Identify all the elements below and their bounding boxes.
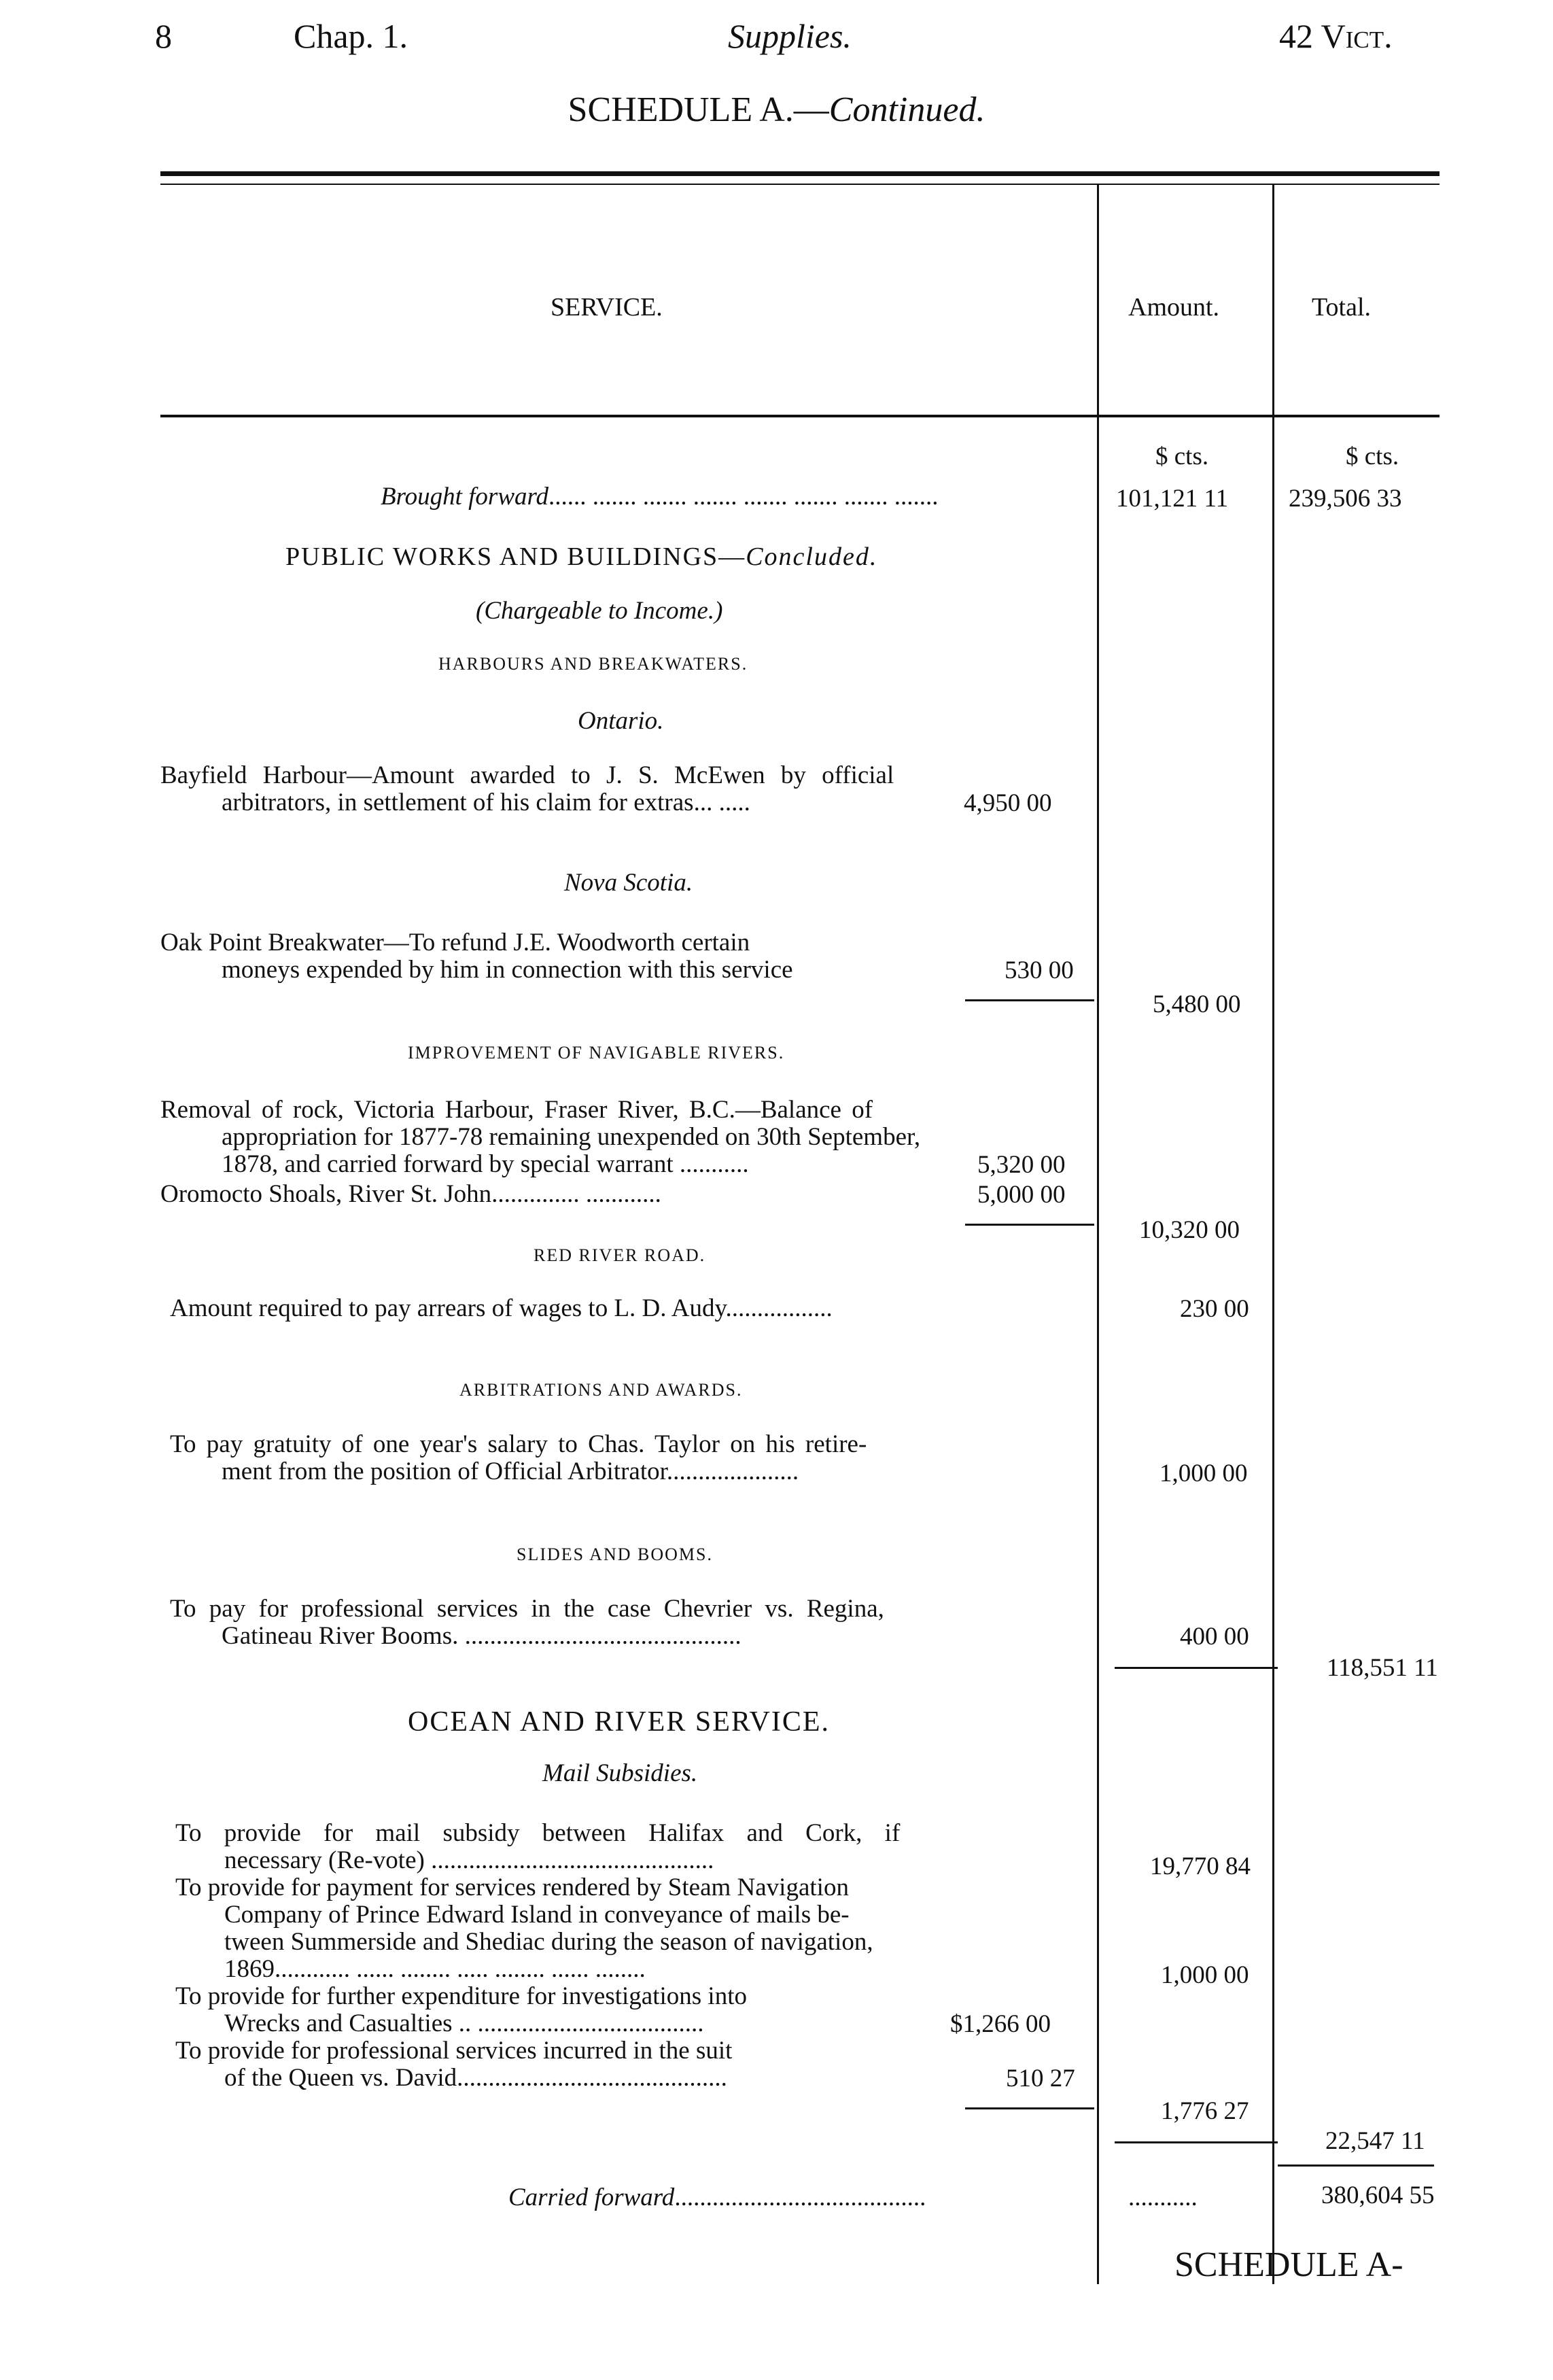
brought-forward-total: 239,506 33: [1289, 485, 1402, 513]
arbitrations-line-2: ment from the position of Official Arbitrator.....................: [222, 1458, 799, 1485]
ocean-total: 22,547 11: [1325, 2127, 1425, 2155]
ocean-line-2: necessary (Re-vote) .............................................: [224, 1846, 714, 1874]
regnal-year: 42 Vict.: [1279, 17, 1393, 55]
ocean-subtotal: 1,776 27: [1161, 2097, 1249, 2125]
ocean-line-2-amount: 19,770 84: [1150, 1852, 1251, 1880]
schedule-title-main: SCHEDULE A.—: [568, 90, 829, 129]
top-rule-thick: [160, 171, 1439, 176]
oak-point-amount: 530 00: [1005, 956, 1074, 984]
public-works-title: [285, 542, 877, 571]
rivers-heading: IMPROVEMENT OF NAVIGABLE RIVERS.: [408, 1043, 785, 1063]
rivers-line-4-amount: 5,000 00: [977, 1181, 1066, 1209]
rivers-line-4: Oromocto Shoals, River St. John.............. ............: [160, 1180, 661, 1208]
harbours-heading: HARBOURS AND BREAKWATERS.: [438, 654, 748, 674]
red-river-amount: 230 00: [1180, 1295, 1249, 1323]
column-divider-left: [1097, 185, 1099, 2284]
brought-forward-leaders: ...... ....... ....... ....... ....... ....... ....... .......: [548, 483, 939, 511]
oak-point-line-1: Oak Point Breakwater—To refund J.E. Woodworth certain: [160, 929, 750, 956]
bayfield-amount: 4,950 00: [964, 789, 1052, 817]
bayfield-line-1: Bayfield Harbour—Amount awarded to J. S. McEwen by official: [160, 761, 894, 789]
carried-forward-total: 380,604 55: [1321, 2181, 1435, 2209]
slides-line-1: To pay for professional services in the case Chevrier vs. Regina,: [170, 1595, 884, 1623]
total-units: $ cts.: [1346, 443, 1399, 470]
carried-forward-rule: [1278, 2165, 1434, 2167]
rivers-line-3-amount: 5,320 00: [977, 1151, 1066, 1179]
brought-forward-amount: 101,121 11: [1116, 485, 1229, 513]
harbours-subtotal-rule: [965, 999, 1094, 1001]
arbitrations-line-1: To pay gratuity of one year's salary to Chas. Taylor on his retire-: [170, 1430, 867, 1458]
carried-forward-row: [508, 2184, 926, 2212]
arbitrations-amount: 1,000 00: [1159, 1460, 1248, 1487]
harbours-subtotal: 5,480 00: [1153, 990, 1241, 1018]
ocean-line-1: To provide for mail subsidy between Halifax and Cork, if: [175, 1819, 901, 1847]
chargeable-subtitle: (Chargeable to Income.): [476, 597, 723, 625]
bayfield-line-2: arbitrators, in settlement of his claim for extras... .....: [222, 789, 750, 816]
rivers-subtotal-rule: [965, 1224, 1094, 1226]
rivers-line-3: 1878, and carried forward by special warrant ...........: [222, 1150, 749, 1178]
rivers-line-1: Removal of rock, Victoria Harbour, Fraser River, B.C.—Balance of: [160, 1096, 873, 1124]
public-works-title-main: PUBLIC WORKS AND BUILDINGS—: [285, 542, 746, 571]
arbitrations-heading: ARBITRATIONS AND AWARDS.: [459, 1380, 743, 1400]
schedule-title: [0, 90, 1553, 130]
ocean-title: OCEAN AND RIVER SERVICE.: [408, 1706, 830, 1738]
oak-point-line-2: moneys expended by him in connection with this service: [222, 956, 793, 984]
heading-rule: [160, 415, 1439, 417]
top-rule-thin: [160, 184, 1439, 185]
public-works-title-concluded: Concluded.: [746, 542, 878, 571]
carried-forward-label: Carried forward: [508, 2184, 675, 2211]
column-heading-amount: Amount.: [1128, 293, 1220, 322]
footer-catchword: SCHEDULE A-: [1174, 2245, 1403, 2284]
carried-forward-leaders: ........................................: [674, 2184, 926, 2211]
schedule-title-continued: Continued.: [828, 90, 985, 129]
ocean-total-rule: [1115, 2141, 1278, 2143]
chapter-label: Chap. 1.: [294, 17, 408, 55]
ocean-line-9: To provide for professional services incurred in the suit: [175, 2037, 733, 2065]
brought-forward-row: [381, 483, 939, 511]
ocean-line-3: To provide for payment for services rendered by Steam Navigation: [175, 1874, 849, 1901]
slides-line-2: Gatineau River Booms. ............................................: [222, 1622, 741, 1650]
nova-scotia-subheading: Nova Scotia.: [564, 869, 693, 897]
ocean-line-5: tween Summerside and Shediac during the season of navigation,: [224, 1928, 873, 1956]
column-divider-right: [1272, 185, 1274, 2284]
red-river-heading: RED RIVER ROAD.: [534, 1245, 706, 1265]
column-heading-total: Total.: [1312, 293, 1372, 322]
ontario-subheading: Ontario.: [578, 707, 664, 735]
ocean-line-10-amount: 510 27: [1006, 2065, 1075, 2092]
public-works-total: 118,551 11: [1327, 1654, 1438, 1682]
rivers-line-2: appropriation for 1877-78 remaining unexpended on 30th September,: [222, 1123, 921, 1151]
ocean-line-6: 1869............ ...... ........ ..... ........ ...... ........: [224, 1955, 646, 1983]
amount-units: $ cts.: [1155, 443, 1209, 470]
rivers-subtotal: 10,320 00: [1139, 1216, 1240, 1244]
ocean-line-6-amount: 1,000 00: [1161, 1961, 1249, 1989]
ocean-line-10: of the Queen vs. David...........................................: [224, 2064, 727, 2092]
ocean-subtotal-rule: [965, 2107, 1094, 2109]
red-river-line-1: Amount required to pay arrears of wages to L. D. Audy.................: [170, 1294, 833, 1322]
carried-forward-amount-leaders: ...........: [1128, 2184, 1198, 2211]
page-number: 8: [155, 17, 172, 55]
slides-amount: 400 00: [1180, 1623, 1249, 1651]
running-title: Supplies.: [728, 17, 852, 55]
ocean-line-7: To provide for further expenditure for investigations into: [175, 1982, 747, 2010]
brought-forward-label: Brought forward: [381, 483, 549, 511]
mail-subsidies-subheading: Mail Subsidies.: [542, 1759, 698, 1787]
ocean-line-4: Company of Prince Edward Island in conveyance of mails be-: [224, 1901, 850, 1929]
slides-heading: SLIDES AND BOOMS.: [517, 1545, 713, 1564]
slides-total-rule: [1115, 1667, 1278, 1669]
column-heading-service: SERVICE.: [551, 293, 663, 322]
ocean-line-8-amount: $1,266 00: [950, 2010, 1051, 2038]
ocean-line-8: Wrecks and Casualties .. ....................................: [224, 2010, 704, 2037]
